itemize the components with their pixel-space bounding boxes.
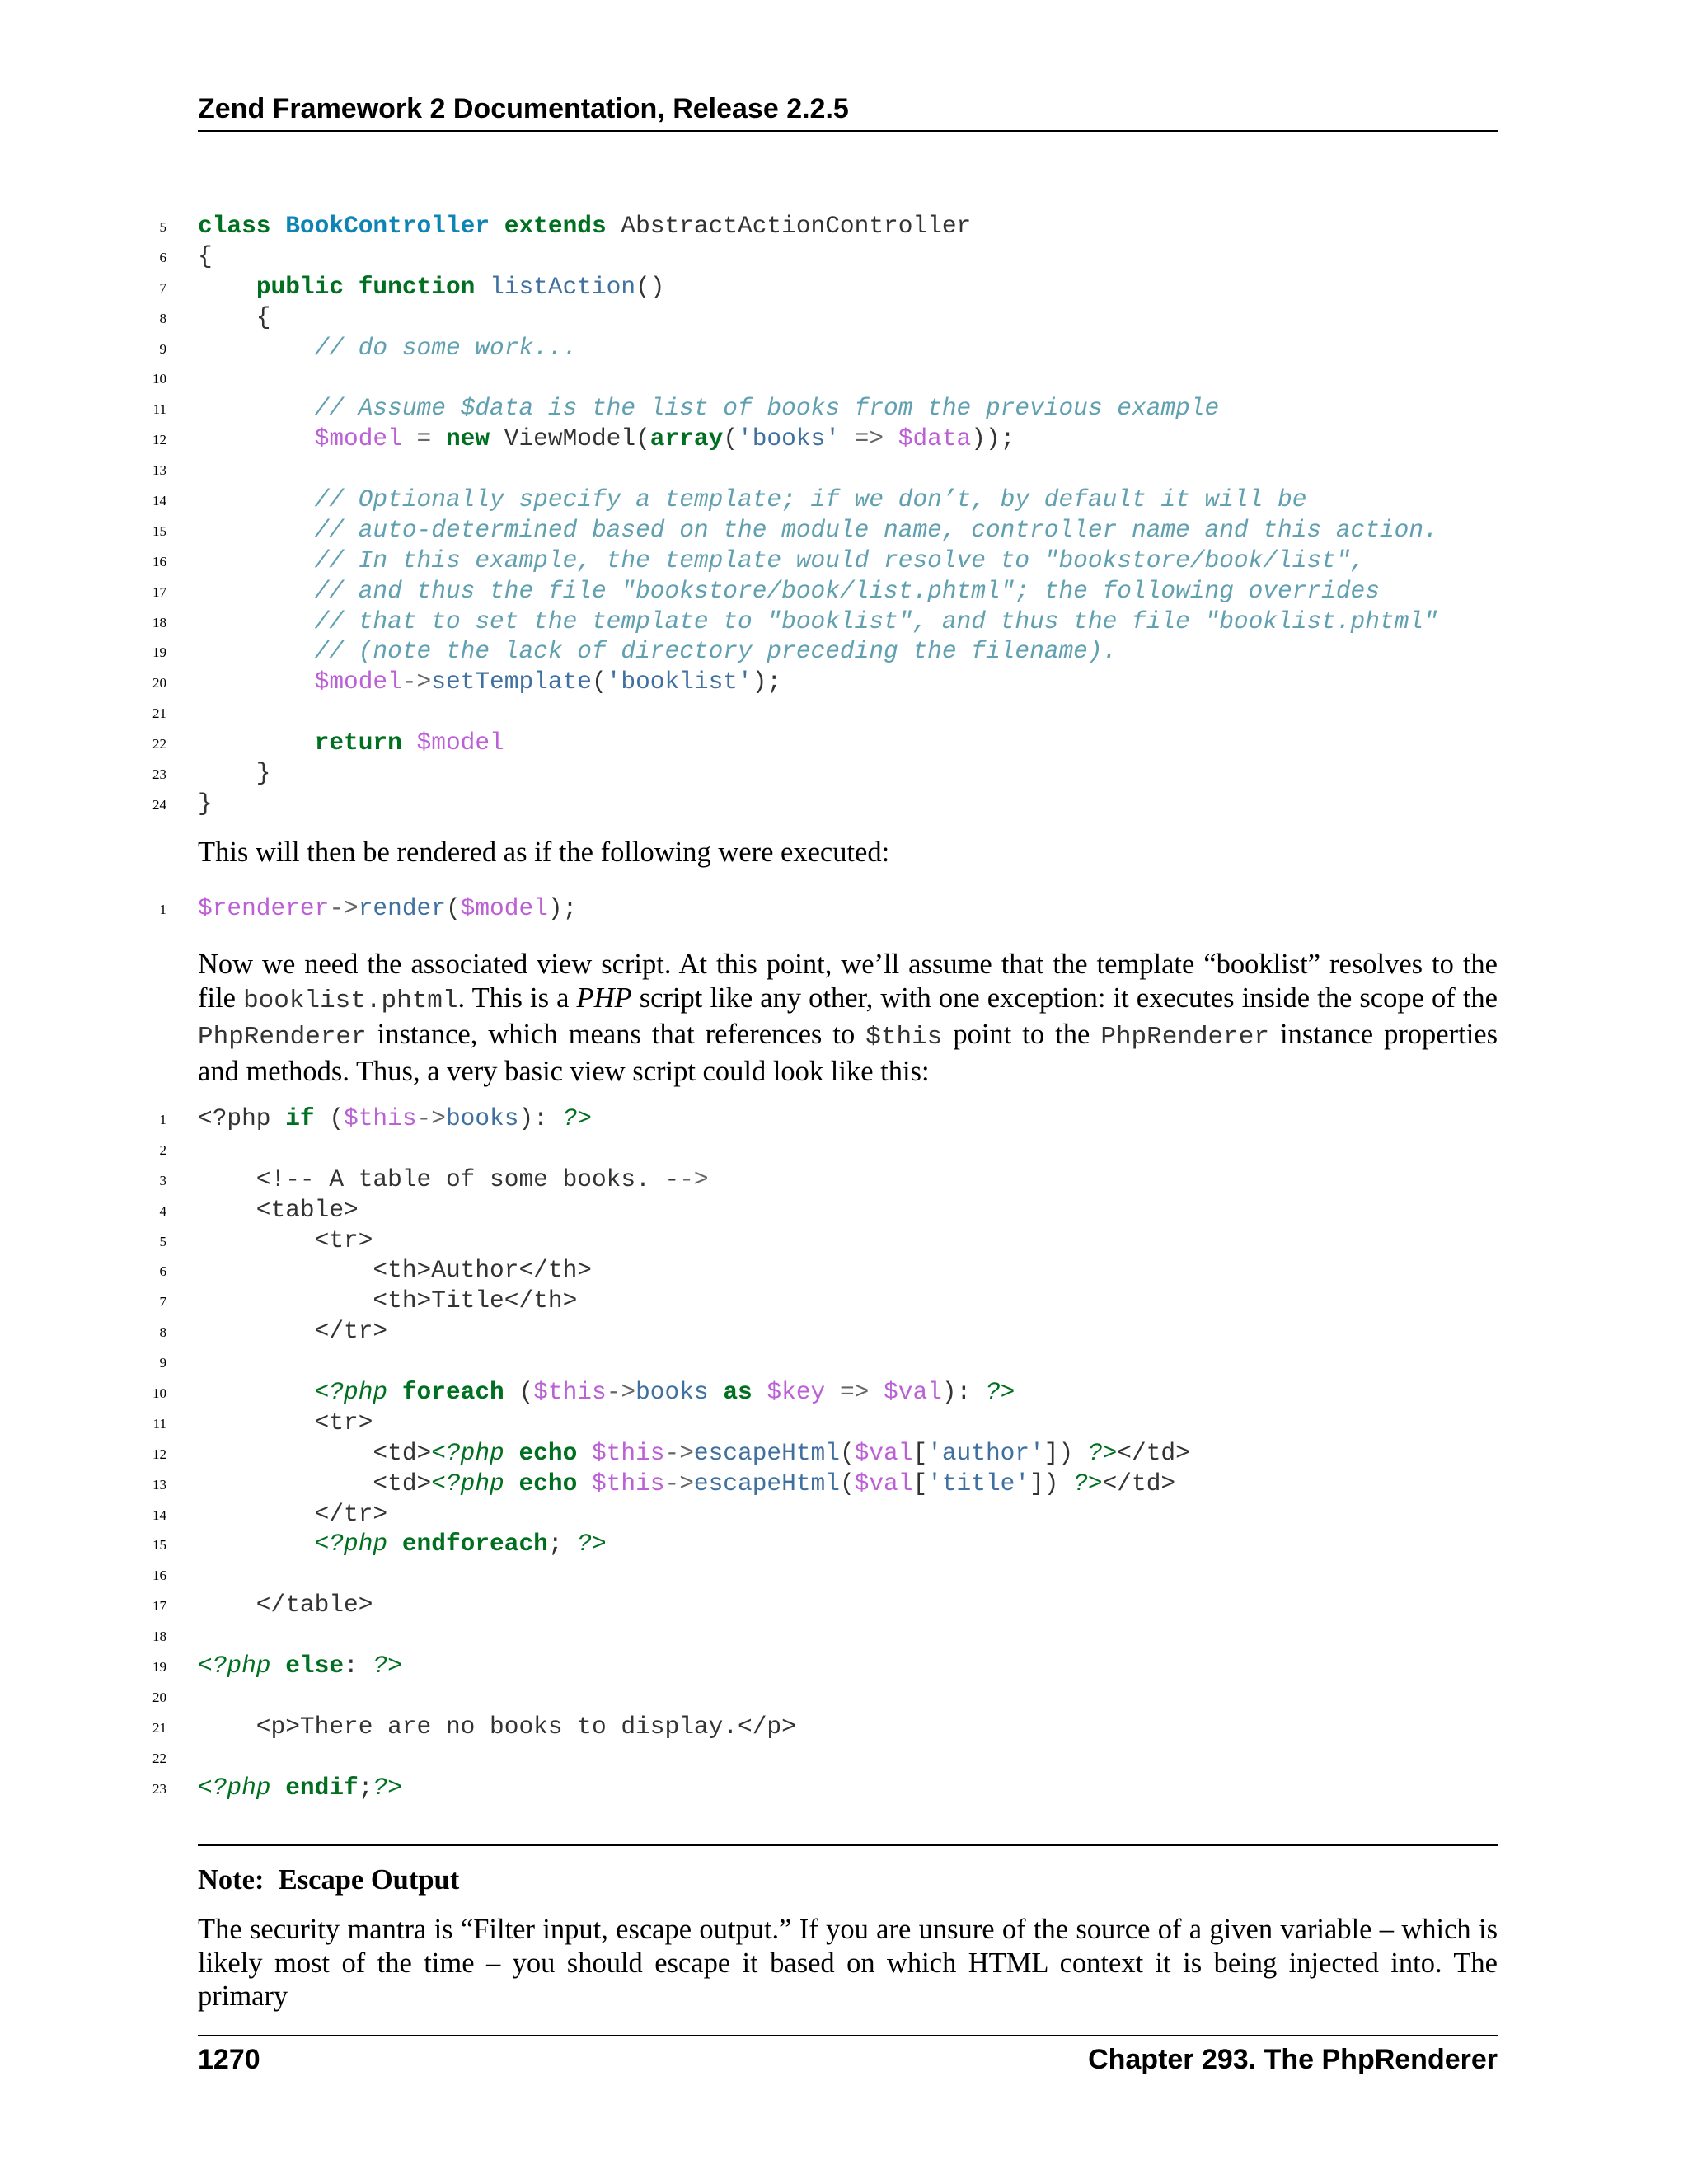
line-number: 15 bbox=[152, 1537, 166, 1554]
code-text: </tr> bbox=[198, 1499, 388, 1528]
code-line bbox=[0, 576, 1688, 607]
code-line bbox=[0, 1469, 1688, 1499]
code-block-view-script bbox=[0, 1104, 1688, 1802]
code-text: <?php else: ?> bbox=[198, 1652, 402, 1680]
line-number: 21 bbox=[152, 705, 166, 722]
code-text: } bbox=[198, 759, 271, 788]
code-text: $model = new ViewModel(array('books' => $data)); bbox=[314, 424, 1015, 453]
code-line bbox=[0, 607, 1688, 637]
line-number: 10 bbox=[152, 1385, 166, 1402]
code-line bbox=[0, 1620, 1688, 1651]
code-text: { bbox=[198, 302, 271, 331]
code-text: <td><?php echo $this->escapeHtml($val['title']) ?></td> bbox=[198, 1469, 1176, 1497]
code-text: </tr> bbox=[198, 1317, 388, 1346]
code-text: </table> bbox=[198, 1591, 373, 1619]
note-heading: Escape Output bbox=[278, 1864, 460, 1896]
footer-rule bbox=[198, 2035, 1498, 2036]
line-number: 14 bbox=[152, 493, 166, 509]
line-number: 19 bbox=[152, 644, 166, 661]
code-line bbox=[0, 485, 1688, 515]
code-line bbox=[0, 758, 1688, 789]
code-text: $model->setTemplate('booklist'); bbox=[314, 668, 782, 696]
code-line bbox=[0, 272, 1688, 302]
code-line bbox=[0, 1226, 1688, 1256]
para-text: script like any other, with one exception: it executes inside the scope of the bbox=[631, 982, 1498, 1014]
line-number: 8 bbox=[159, 1324, 166, 1341]
para-emphasis: PHP bbox=[576, 982, 632, 1014]
line-number: 5 bbox=[159, 1233, 166, 1249]
code-line bbox=[0, 1529, 1688, 1559]
note-label: Note: bbox=[198, 1864, 265, 1896]
line-number: 1 bbox=[159, 1112, 166, 1127]
code-text: $renderer->render($model); bbox=[198, 894, 578, 922]
code-line bbox=[0, 1104, 1688, 1134]
para-text: . This is a bbox=[457, 982, 577, 1014]
code-line bbox=[0, 1438, 1688, 1469]
para-text: instance, which means that references to bbox=[366, 1019, 866, 1050]
line-number: 10 bbox=[152, 371, 166, 387]
code-text: // and thus the file "bookstore/book/list.phtml"; the following overrides bbox=[314, 576, 1380, 605]
code-line bbox=[0, 424, 1688, 454]
line-number: 3 bbox=[159, 1172, 166, 1188]
line-number: 20 bbox=[152, 675, 166, 691]
code-line bbox=[0, 333, 1688, 363]
code-text: <tr> bbox=[198, 1408, 373, 1436]
code-text: <?php endif;?> bbox=[198, 1773, 402, 1802]
code-line bbox=[0, 393, 1688, 424]
paragraph-rendered: This will then be rendered as if the following were executed: bbox=[198, 837, 890, 868]
code-line bbox=[0, 1377, 1688, 1408]
code-block-render bbox=[0, 893, 1688, 924]
code-line bbox=[0, 1134, 1688, 1165]
line-number: 11 bbox=[152, 1415, 166, 1432]
line-number: 7 bbox=[159, 1294, 166, 1310]
line-number: 4 bbox=[159, 1202, 166, 1219]
line-number: 6 bbox=[159, 1263, 166, 1280]
code-text: <?php endforeach; ?> bbox=[314, 1530, 607, 1558]
code-line bbox=[0, 515, 1688, 546]
line-number: 15 bbox=[152, 523, 166, 539]
code-line bbox=[0, 636, 1688, 667]
code-line bbox=[0, 1742, 1688, 1773]
code-text: // Optionally specify a template; if we don’t, by default it will be bbox=[314, 485, 1307, 514]
code-line bbox=[0, 728, 1688, 758]
code-line bbox=[0, 241, 1688, 272]
header-rule bbox=[198, 130, 1498, 132]
running-header: Zend Framework 2 Documentation, Release 2.2.5 bbox=[198, 93, 849, 124]
code-text: <th>Author</th> bbox=[198, 1256, 592, 1285]
line-number: 21 bbox=[152, 1719, 166, 1736]
code-text: // In this example, the template would resolve to "bookstore/book/list", bbox=[314, 546, 1366, 574]
code-text: <p>There are no books to display.</p> bbox=[198, 1712, 796, 1741]
code-line bbox=[0, 1255, 1688, 1286]
page-number: 1270 bbox=[198, 2044, 260, 2075]
code-text: } bbox=[198, 789, 213, 818]
code-line bbox=[0, 1773, 1688, 1803]
line-number: 22 bbox=[152, 736, 166, 752]
line-number: 12 bbox=[152, 432, 166, 448]
code-line bbox=[0, 211, 1688, 241]
line-number: 20 bbox=[152, 1689, 166, 1705]
code-line bbox=[0, 1651, 1688, 1681]
line-number: 6 bbox=[159, 249, 166, 265]
line-number: 17 bbox=[152, 583, 166, 600]
code-text: // Assume $data is the list of books from the previous example bbox=[314, 394, 1220, 423]
line-number: 5 bbox=[159, 219, 166, 235]
line-number: 16 bbox=[152, 553, 166, 569]
code-line bbox=[0, 454, 1688, 485]
code-text: <?php foreach ($this->books as $key => $val): ?> bbox=[314, 1378, 1015, 1407]
code-text: class BookController extends AbstractActionController bbox=[198, 212, 972, 240]
line-number: 2 bbox=[159, 1141, 166, 1158]
code-line bbox=[0, 667, 1688, 697]
line-number: 8 bbox=[159, 310, 166, 326]
code-text: <table> bbox=[198, 1195, 359, 1224]
code-text: // auto-determined based on the module name, controller name and this action. bbox=[314, 515, 1438, 544]
para-text: point to the bbox=[942, 1019, 1101, 1050]
code-line bbox=[0, 363, 1688, 393]
line-number: 18 bbox=[152, 1629, 166, 1645]
line-number: 24 bbox=[152, 796, 166, 813]
line-number: 18 bbox=[152, 614, 166, 630]
code-line bbox=[0, 697, 1688, 728]
code-line bbox=[0, 546, 1688, 576]
line-number: 1 bbox=[159, 902, 166, 917]
code-text: return $model bbox=[314, 729, 504, 757]
code-line bbox=[0, 1712, 1688, 1742]
code-text: // do some work... bbox=[314, 333, 578, 362]
code-line bbox=[0, 1559, 1688, 1590]
code-line bbox=[0, 1590, 1688, 1620]
code-text: { bbox=[198, 241, 213, 270]
line-number: 23 bbox=[152, 1780, 166, 1797]
line-number: 12 bbox=[152, 1446, 166, 1462]
line-number: 14 bbox=[152, 1507, 166, 1523]
line-number: 13 bbox=[152, 1476, 166, 1493]
code-line bbox=[0, 1165, 1688, 1195]
line-number: 9 bbox=[159, 340, 166, 357]
code-text: <th>Title</th> bbox=[198, 1286, 578, 1315]
code-text: <!-- A table of some books. --> bbox=[198, 1165, 709, 1193]
inline-code-class: PhpRenderer bbox=[1100, 1023, 1269, 1052]
paragraph-view-script bbox=[198, 948, 1498, 1088]
inline-code-class: PhpRenderer bbox=[198, 1023, 367, 1052]
code-line bbox=[0, 1681, 1688, 1712]
line-number: 22 bbox=[152, 1750, 166, 1766]
code-text: <td><?php echo $this->escapeHtml($val['author']) ?></td> bbox=[198, 1438, 1190, 1467]
code-line bbox=[0, 302, 1688, 333]
code-line bbox=[0, 1408, 1688, 1438]
code-text: <tr> bbox=[198, 1226, 373, 1254]
code-line bbox=[0, 1347, 1688, 1377]
inline-code-this: $this bbox=[865, 1023, 943, 1052]
line-number: 23 bbox=[152, 766, 166, 783]
code-text: public function listAction() bbox=[256, 272, 665, 301]
code-line bbox=[0, 1195, 1688, 1226]
line-number: 11 bbox=[152, 401, 166, 418]
code-line bbox=[0, 893, 1688, 924]
code-text: // (note the lack of directory preceding the filename). bbox=[314, 637, 1118, 666]
para-text: Now we need the associated view script. At this point, we’ll assume that the template “booklist” resolves to the file bbox=[198, 949, 1498, 1014]
code-block-controller bbox=[0, 211, 1688, 819]
code-text: // that to set the template to "booklist", and thus the file "booklist.phtml" bbox=[314, 607, 1438, 635]
line-number: 19 bbox=[152, 1659, 166, 1675]
note-title bbox=[198, 1864, 459, 1896]
code-line bbox=[0, 789, 1688, 819]
code-line bbox=[0, 1499, 1688, 1530]
code-line bbox=[0, 1286, 1688, 1316]
line-number: 17 bbox=[152, 1598, 166, 1615]
line-number: 13 bbox=[152, 462, 166, 479]
note-rule bbox=[198, 1844, 1498, 1846]
chapter-title: Chapter 293. The PhpRenderer bbox=[1088, 2044, 1498, 2075]
line-number: 7 bbox=[159, 279, 166, 296]
note-text: The security mantra is “Filter input, escape output.” If you are unsure of the source of a given variable – which is likely most of the time – you should escape it based on which HTML context it is being injected into. The primary bbox=[198, 1914, 1498, 2012]
line-number: 16 bbox=[152, 1568, 166, 1584]
para-text: instance properties and methods. Thus, a very basic view script could look like this: bbox=[198, 1019, 1498, 1087]
inline-code-filename: booklist.phtml bbox=[243, 986, 458, 1015]
code-text: <?php if ($this->books): ?> bbox=[198, 1104, 592, 1132]
line-number: 9 bbox=[159, 1355, 166, 1371]
code-line bbox=[0, 1316, 1688, 1347]
